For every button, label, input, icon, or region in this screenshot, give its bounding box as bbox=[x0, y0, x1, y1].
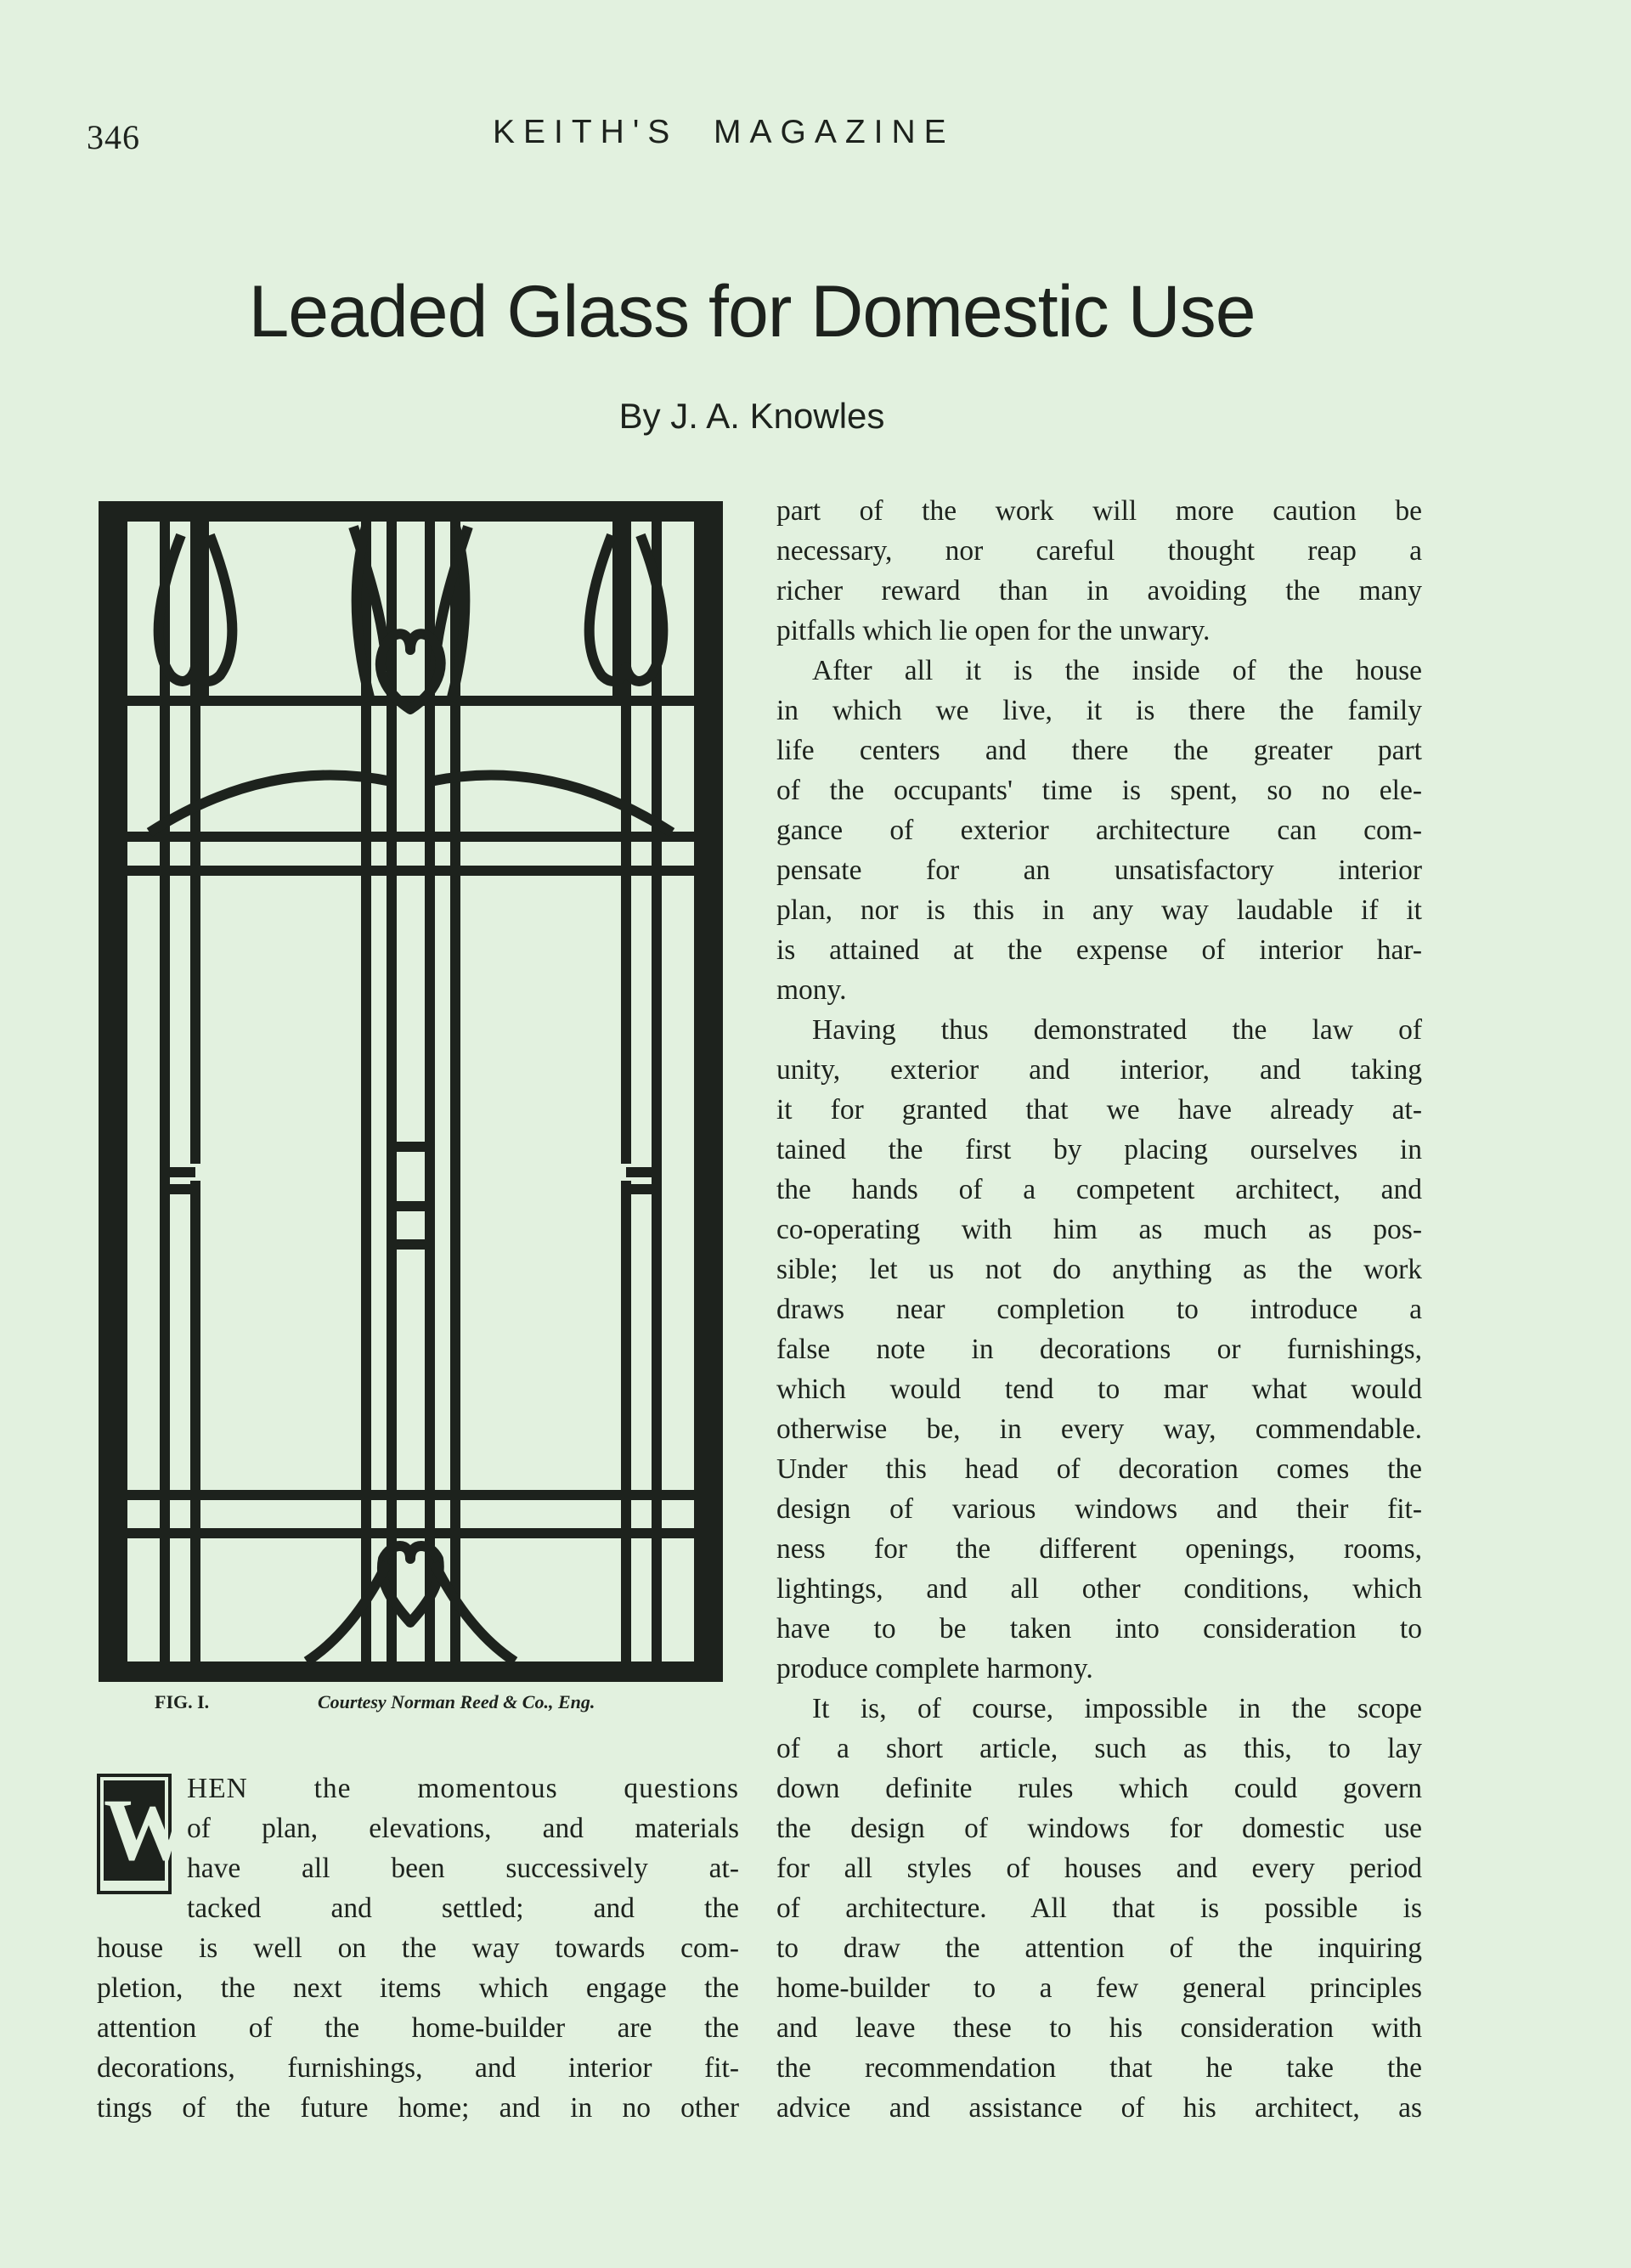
opening-line: of plan, elevations, and materials bbox=[187, 1813, 739, 1844]
body-line: unity, exterior and interior, and taking bbox=[776, 1054, 1422, 1086]
body-line: of architecture. All that is possible is bbox=[776, 1893, 1422, 1924]
article-byline: By J. A. Knowles bbox=[618, 396, 885, 436]
body-line: part of the work will more caution be bbox=[776, 495, 1422, 527]
drop-cap bbox=[97, 1774, 192, 1894]
body-line: produce complete harmony. bbox=[776, 1653, 1093, 1684]
body-line: plan, nor is this in any way laudable if it bbox=[776, 894, 1422, 926]
body-line: have to be taken into consideration to bbox=[776, 1613, 1422, 1645]
body-line: tings of the future home; and in no other bbox=[97, 2092, 739, 2124]
opening-line: have all been successively at- bbox=[187, 1853, 739, 1884]
body-line: it for granted that we have already at- bbox=[776, 1094, 1422, 1126]
right-column bbox=[776, 491, 1422, 2128]
body-line: home-builder to a few general principles bbox=[776, 1972, 1422, 2004]
body-line: down definite rules which could govern bbox=[776, 1773, 1422, 1804]
body-line: advice and assistance of his architect, as bbox=[776, 2092, 1422, 2124]
body-line: attention of the home-builder are the bbox=[97, 2012, 739, 2044]
body-line: tained the first by placing ourselves in bbox=[776, 1134, 1422, 1165]
body-line: otherwise be, in every way, commendable. bbox=[776, 1413, 1422, 1445]
body-line: of a short article, such as this, to lay bbox=[776, 1733, 1422, 1764]
body-line: design of various windows and their fit- bbox=[776, 1493, 1422, 1525]
body-line: Having thus demonstrated the law of bbox=[812, 1014, 1422, 1046]
body-line: in which we live, it is there the family bbox=[776, 695, 1422, 726]
body-line: decorations, furnishings, and interior fit- bbox=[97, 2052, 739, 2084]
body-line: sible; let us not do anything as the work bbox=[776, 1254, 1422, 1285]
article-title: Leaded Glass for Domestic Use bbox=[248, 271, 1256, 353]
body-line: life centers and there the greater part bbox=[776, 735, 1422, 766]
body-line: the design of windows for domestic use bbox=[776, 1813, 1422, 1844]
body-line: gance of exterior architecture can com- bbox=[776, 815, 1422, 846]
body-line: necessary, nor careful thought reap a bbox=[776, 535, 1422, 567]
body-line: lightings, and all other conditions, which bbox=[776, 1573, 1422, 1605]
body-line: mony. bbox=[776, 974, 847, 1006]
opening-line: HEN the momentous questions bbox=[187, 1773, 739, 1804]
body-line: house is well on the way towards com- bbox=[97, 1932, 739, 1964]
figure-label: FIG. I. bbox=[155, 1691, 210, 1712]
body-line: Under this head of decoration comes the bbox=[776, 1453, 1422, 1485]
body-line: of the occupants' time is spent, so no ele- bbox=[776, 775, 1422, 806]
running-head: KEITH'S MAGAZINE bbox=[493, 114, 955, 150]
opening-line: tacked and settled; and the bbox=[187, 1893, 739, 1924]
leaded-glass-window-drawing bbox=[99, 501, 723, 1682]
drop-cap-letter: W bbox=[104, 1781, 192, 1879]
body-line: pitfalls which lie open for the unwary. bbox=[776, 615, 1211, 646]
body-line: pensate for an unsatisfactory interior bbox=[776, 855, 1422, 886]
body-line: draws near completion to introduce a bbox=[776, 1294, 1422, 1325]
page-number: 346 bbox=[87, 118, 140, 156]
body-line: pletion, the next items which engage the bbox=[97, 1972, 739, 2004]
figure-credit: Courtesy Norman Reed & Co., Eng. bbox=[318, 1691, 595, 1712]
body-line: is attained at the expense of interior har- bbox=[776, 934, 1422, 966]
body-line: After all it is the inside of the house bbox=[812, 655, 1422, 686]
body-line: the hands of a competent architect, and bbox=[776, 1174, 1422, 1205]
body-line: richer reward than in avoiding the many bbox=[776, 575, 1422, 606]
body-line: co-operating with him as much as pos- bbox=[776, 1214, 1422, 1245]
body-line: the recommendation that he take the bbox=[776, 2052, 1422, 2084]
leaded-glass-illustration bbox=[99, 501, 723, 1682]
body-line: and leave these to his consideration with bbox=[776, 2012, 1422, 2044]
figure-caption bbox=[155, 1691, 715, 1717]
body-line: It is, of course, impossible in the scope bbox=[812, 1693, 1422, 1724]
body-line: ness for the different openings, rooms, bbox=[776, 1533, 1422, 1565]
body-line: which would tend to mar what would bbox=[776, 1374, 1422, 1405]
body-line: false note in decorations or furnishings, bbox=[776, 1334, 1422, 1365]
body-line: to draw the attention of the inquiring bbox=[776, 1932, 1422, 1964]
body-line: for all styles of houses and every period bbox=[776, 1853, 1422, 1884]
left-column bbox=[97, 1769, 739, 2128]
